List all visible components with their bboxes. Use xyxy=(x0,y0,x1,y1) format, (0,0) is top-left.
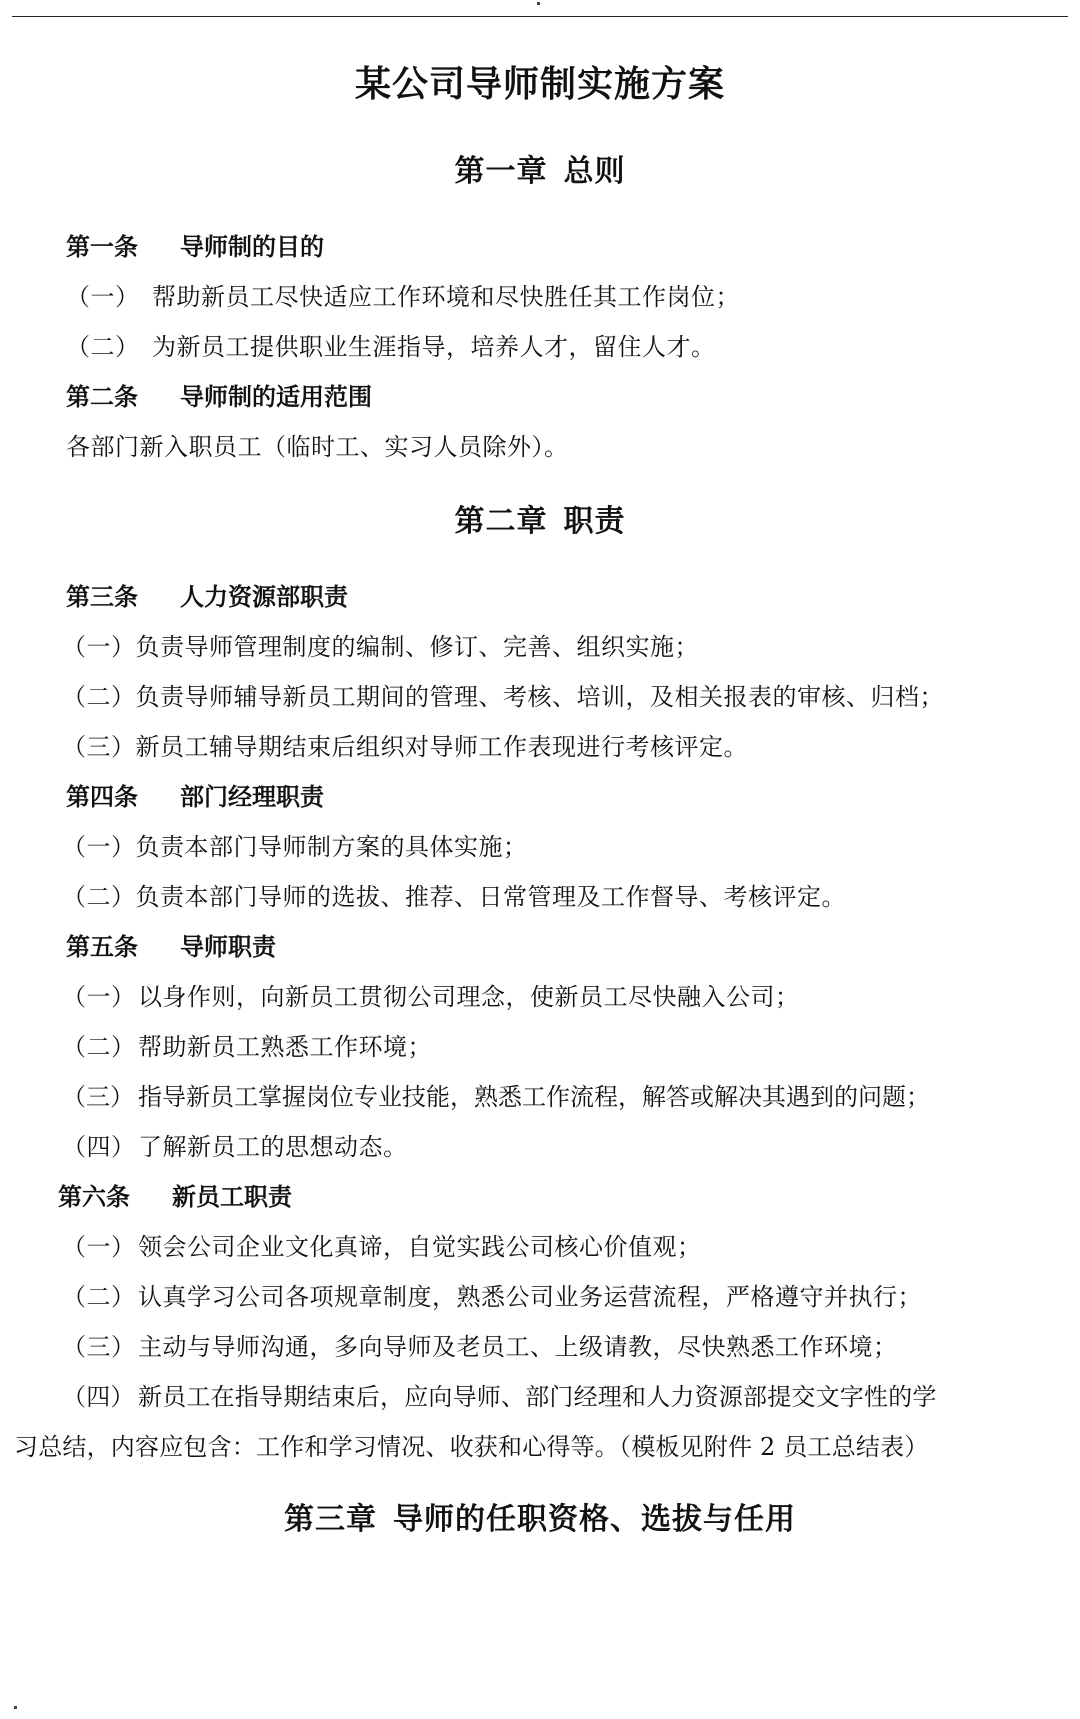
list-item xyxy=(62,1280,922,1314)
article-number: 第二条 xyxy=(66,382,138,411)
list-item xyxy=(62,1130,408,1164)
list-marker: （二） xyxy=(62,1033,136,1061)
chapter-2-heading xyxy=(0,502,1080,542)
chapter-name: 职责 xyxy=(563,504,626,539)
list-marker: （二） xyxy=(62,683,136,711)
list-item xyxy=(62,1080,930,1114)
article-heading xyxy=(66,580,348,614)
article-number: 第一条 xyxy=(66,232,138,261)
list-text: 负责本部门导师的选拔、推荐、日常管理及工作督导、考核评定。 xyxy=(135,883,846,911)
list-marker: （二） xyxy=(66,333,140,361)
article-number: 第六条 xyxy=(58,1182,130,1211)
list-text: 负责导师管理制度的编制、修订、完善、组织实施； xyxy=(135,633,699,661)
list-marker: （三） xyxy=(62,733,136,761)
article-title: 导师职责 xyxy=(180,932,276,961)
article-heading xyxy=(66,930,276,964)
list-text: 新员工在指导期结束后，应向导师、部门经理和人力资源部提交文字性的学 xyxy=(138,1383,937,1411)
chapter-1-heading xyxy=(0,152,1080,192)
list-item xyxy=(62,1230,702,1264)
list-text: 负责本部门导师制方案的具体实施； xyxy=(135,833,528,861)
list-marker: （二） xyxy=(62,1283,136,1311)
article-title: 部门经理职责 xyxy=(180,782,324,811)
list-text: 了解新员工的思想动态。 xyxy=(138,1133,408,1161)
chapter-label: 第一章 xyxy=(454,154,548,189)
list-item xyxy=(62,680,944,714)
article-number: 第四条 xyxy=(66,782,138,811)
list-text: 为新员工提供职业生涯指导，培养人才，留住人才。 xyxy=(152,333,716,361)
article-title: 导师制的目的 xyxy=(180,232,324,261)
list-item xyxy=(62,880,846,914)
list-marker: （一） xyxy=(62,1233,136,1261)
list-marker: （三） xyxy=(62,1083,134,1111)
list-item xyxy=(62,1330,898,1364)
article-number: 第五条 xyxy=(66,932,138,961)
paragraph: 各部门新入职员工（临时工、实习人员除外）。 xyxy=(66,433,569,461)
list-text: 领会公司企业文化真谛，自觉实践公司核心价值观； xyxy=(138,1233,702,1261)
list-text: 帮助新员工熟悉工作环境； xyxy=(138,1033,432,1061)
article-title: 人力资源部职责 xyxy=(180,582,348,611)
article-title: 新员工职责 xyxy=(172,1182,292,1211)
list-marker: （四） xyxy=(62,1383,135,1411)
chapter-3-heading xyxy=(0,1500,1080,1540)
list-marker: （一） xyxy=(62,833,136,861)
list-text: 以身作则，向新员工贯彻公司理念，使新员工尽快融入公司； xyxy=(138,983,800,1011)
list-item-continuation: 习总结，内容应包含：工作和学习情况、收获和心得等。（模板见附件 2 员工总结表） xyxy=(14,1433,929,1461)
list-item xyxy=(62,980,800,1014)
list-marker: （二） xyxy=(62,883,136,911)
chapter-name: 总则 xyxy=(563,154,626,189)
list-text: 负责导师辅导新员工期间的管理、考核、培训，及相关报表的审核、归档； xyxy=(135,683,944,711)
list-marker: （一） xyxy=(62,633,136,661)
header-rule xyxy=(12,16,1068,17)
article-heading xyxy=(66,380,372,414)
list-text: 新员工辅导期结束后组织对导师工作表现进行考核评定。 xyxy=(135,733,748,761)
chapter-name: 导师的任职资格、选拔与任用 xyxy=(393,1502,796,1537)
list-item xyxy=(62,1380,937,1414)
header-mark xyxy=(537,2,540,5)
article-heading xyxy=(58,1180,292,1214)
list-marker: （一） xyxy=(62,983,136,1011)
article-title: 导师制的适用范围 xyxy=(180,382,372,411)
list-item xyxy=(62,630,699,664)
article-heading xyxy=(66,780,324,814)
list-marker: （一） xyxy=(66,283,140,311)
list-item xyxy=(62,1030,432,1064)
chapter-label: 第二章 xyxy=(454,504,548,539)
article-number: 第三条 xyxy=(66,582,138,611)
chapter-label: 第三章 xyxy=(284,1502,377,1537)
list-text: 主动与导师沟通，多向导师及老员工、上级请教，尽快熟悉工作环境； xyxy=(138,1333,898,1361)
list-text: 帮助新员工尽快适应工作环境和尽快胜任其工作岗位； xyxy=(152,283,740,311)
document-title: 某公司导师制实施方案 xyxy=(354,63,725,105)
list-text: 认真学习公司各项规章制度，熟悉公司业务运营流程，严格遵守并执行； xyxy=(138,1283,922,1311)
list-item xyxy=(66,280,740,314)
list-item xyxy=(66,330,716,364)
list-item xyxy=(62,830,528,864)
list-marker: （四） xyxy=(62,1133,136,1161)
list-text: 指导新员工掌握岗位专业技能，熟悉工作流程，解答或解决其遇到的问题； xyxy=(138,1083,930,1111)
list-item xyxy=(62,730,748,764)
list-marker: （三） xyxy=(62,1333,136,1361)
article-heading xyxy=(66,230,324,264)
footer-mark xyxy=(14,1706,17,1709)
